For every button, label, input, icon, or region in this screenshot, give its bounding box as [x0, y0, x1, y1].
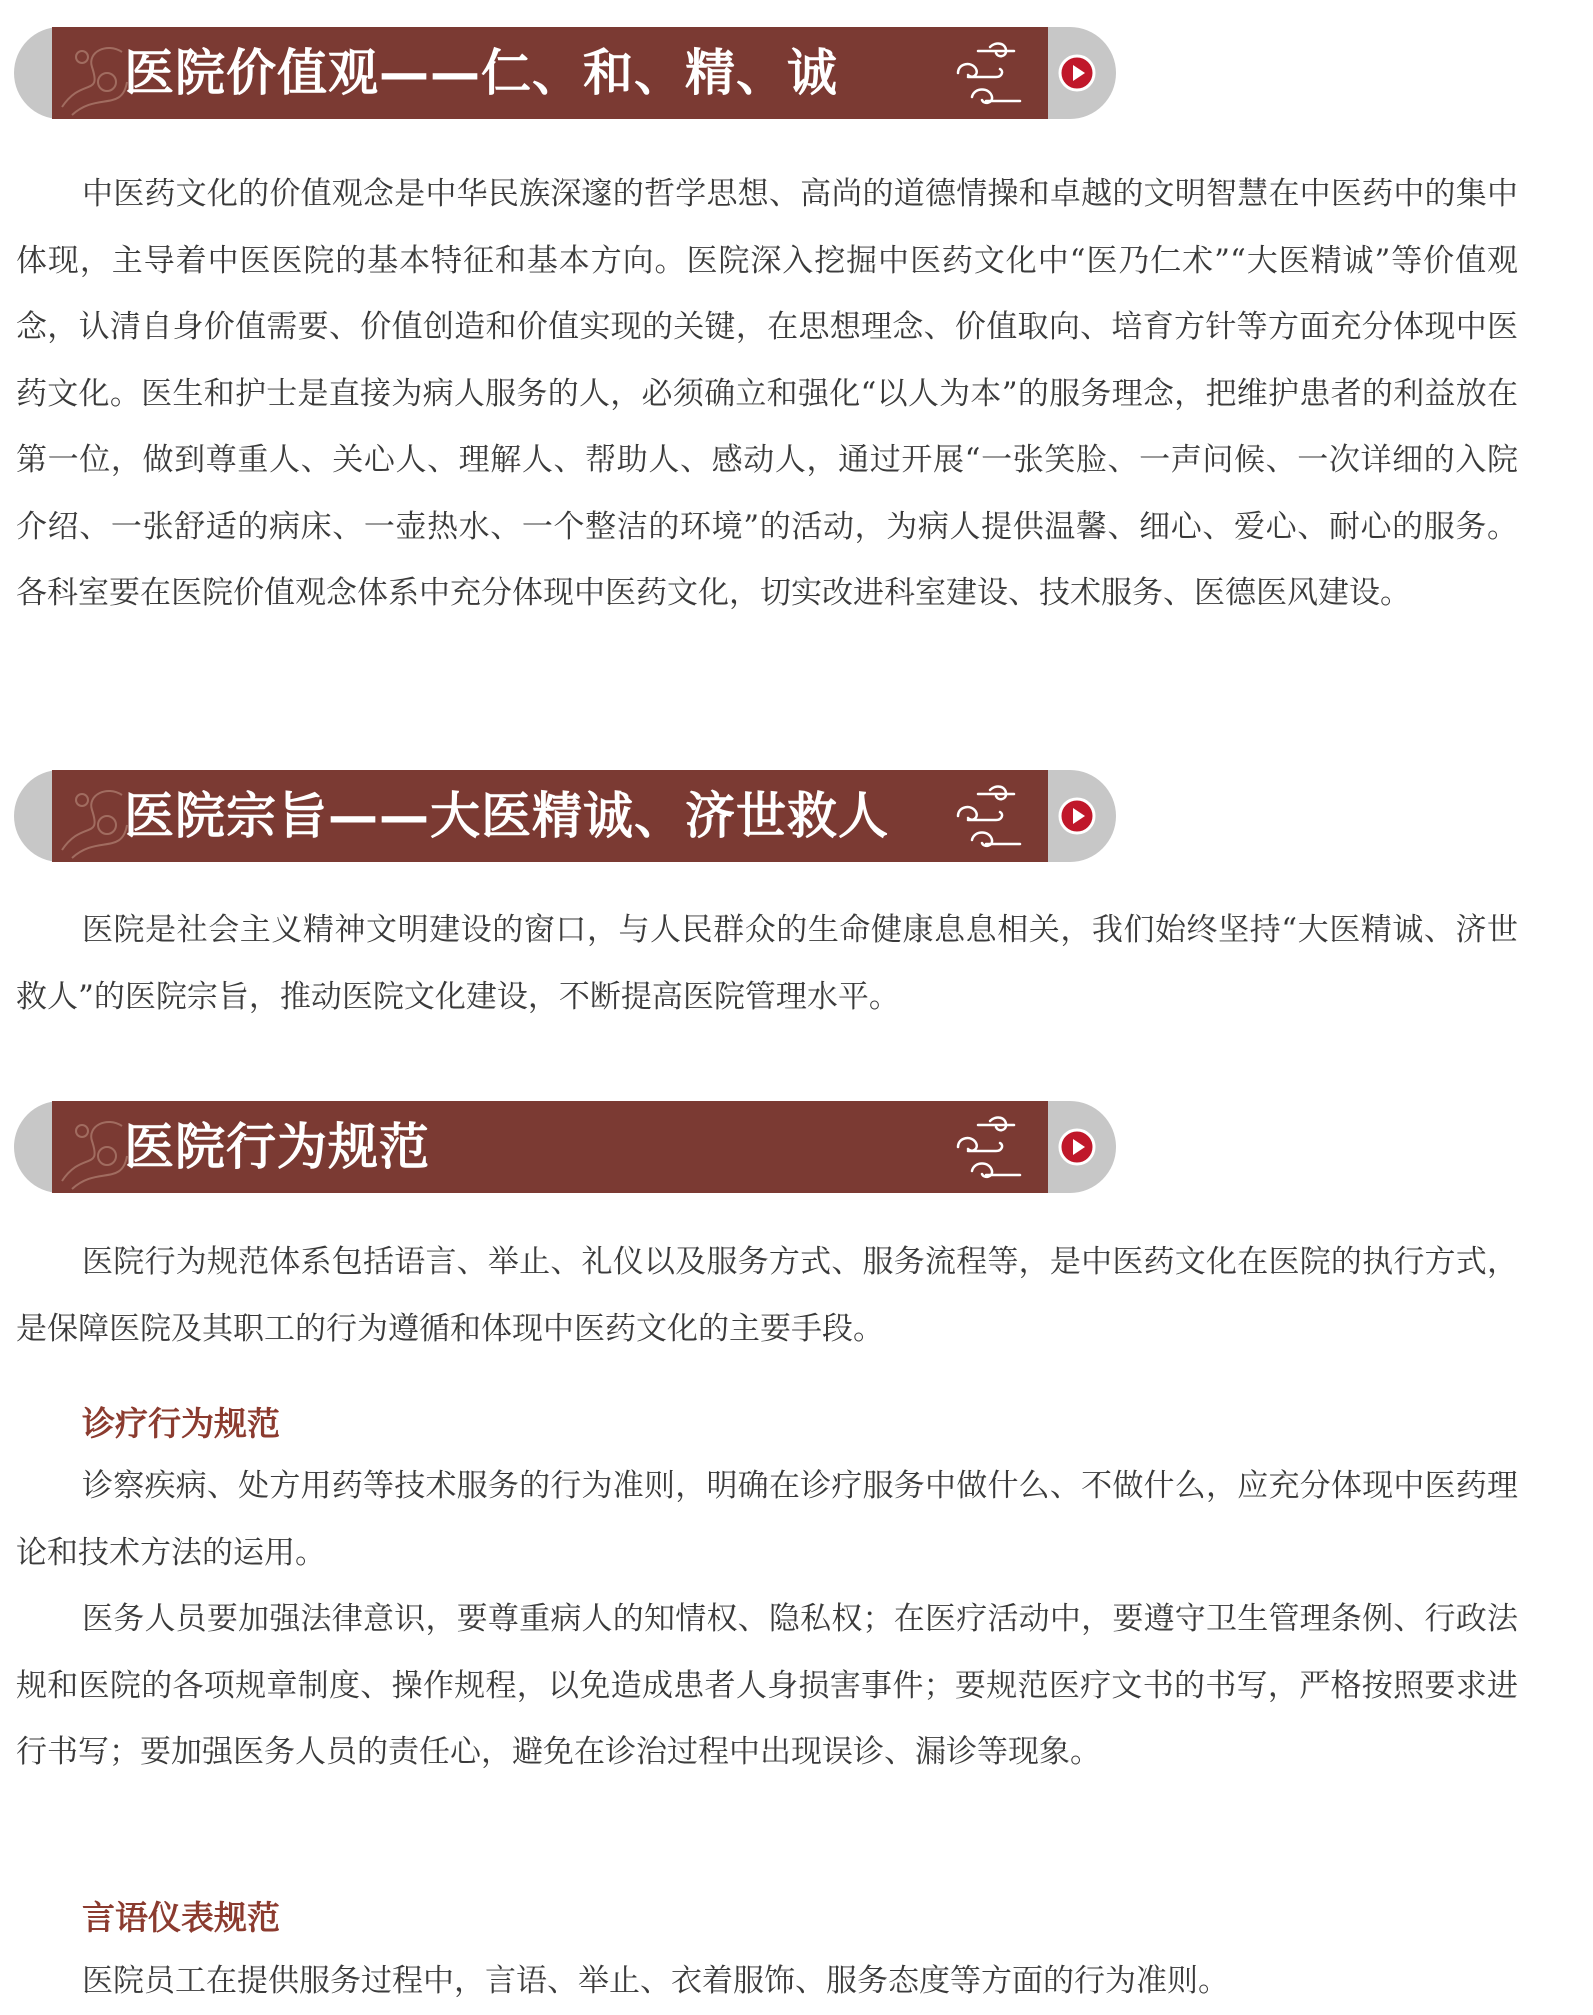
subheading-diagnosis: 诊疗行为规范 — [82, 1404, 280, 1443]
paragraph: 医务人员要加强法律意识，要尊重病人的知情权、隐私权；在医疗活动中，要遵守卫生管理条例、行政法规和医院的各项规章制度、操作规程，以免造成患者人身损害事件；要规范医疗文书的书写，严格按照要求进行书写；要加强医务人员的责任心，避免在诊治过程中出现误诊、漏诊等现象。 — [16, 1601, 1518, 1770]
play-icon[interactable] — [1058, 1128, 1096, 1166]
section-title: 医院行为规范 — [124, 1118, 430, 1176]
banner-bar — [52, 1101, 1048, 1193]
banner-bar — [52, 770, 1048, 862]
section-title: 医院宗旨——大医精诚、济世救人 — [124, 787, 889, 845]
play-icon[interactable] — [1058, 797, 1096, 835]
section-banner-purpose — [14, 770, 1116, 862]
paragraph: 医院行为规范体系包括语言、举止、礼仪以及服务方式、服务流程等，是中医药文化在医院的执行方式，是保障医院及其职工的行为遵循和体现中医药文化的主要手段。 — [16, 1244, 1518, 1347]
paragraph: 中医药文化的价值观念是中华民族深邃的哲学思想、高尚的道德情操和卓越的文明智慧在中医药中的集中体现，主导着中医医院的基本特征和基本方向。医院深入挖掘中医药文化中“医乃仁术”“大医精诚”等价值观念，认清自身价值需要、价值创造和价值实现的关键，在思想理念、价值取向、培育方针等方面充分体现中医药文化。医生和护士是直接为病人服务的人，必须确立和强化“以人为本”的服务理念，把维护患者的利益放在第一位，做到尊重人、关心人、理解人、帮助人、感动人，通过开展“一张笑脸、一声问候、一次详细的入院介绍、一张舒适的病床、一壶热水、一个整洁的环境”的活动，为病人提供温馨、细心、爱心、耐心的服务。各科室要在医院价值观念体系中充分体现中医药文化，切实改进科室建设、技术服务、医德医风建设。 — [16, 176, 1518, 611]
paragraph: 医院是社会主义精神文明建设的窗口，与人民群众的生命健康息息相关，我们始终坚持“大医精诚、济世救人”的医院宗旨，推动医院文化建设，不断提高医院管理水平。 — [16, 912, 1518, 1015]
section-title: 医院价值观——仁、和、精、诚 — [124, 44, 838, 102]
paragraph: 诊察疾病、处方用药等技术服务的行为准则，明确在诊疗服务中做什么、不做什么，应充分体现中医药理论和技术方法的运用。 — [16, 1468, 1518, 1571]
section-banner-conduct — [14, 1101, 1116, 1193]
auspicious-cloud-icon — [950, 778, 1030, 854]
auspicious-cloud-icon — [950, 1109, 1030, 1185]
play-icon[interactable] — [1058, 54, 1096, 92]
auspicious-cloud-icon — [950, 35, 1030, 111]
paragraph: 医院员工在提供服务过程中，言语、举止、衣着服饰、服务态度等方面的行为准则。 — [82, 1963, 1229, 1999]
subheading-speech: 言语仪表规范 — [82, 1898, 280, 1937]
section-banner-values — [14, 27, 1116, 119]
banner-bar — [52, 27, 1048, 119]
